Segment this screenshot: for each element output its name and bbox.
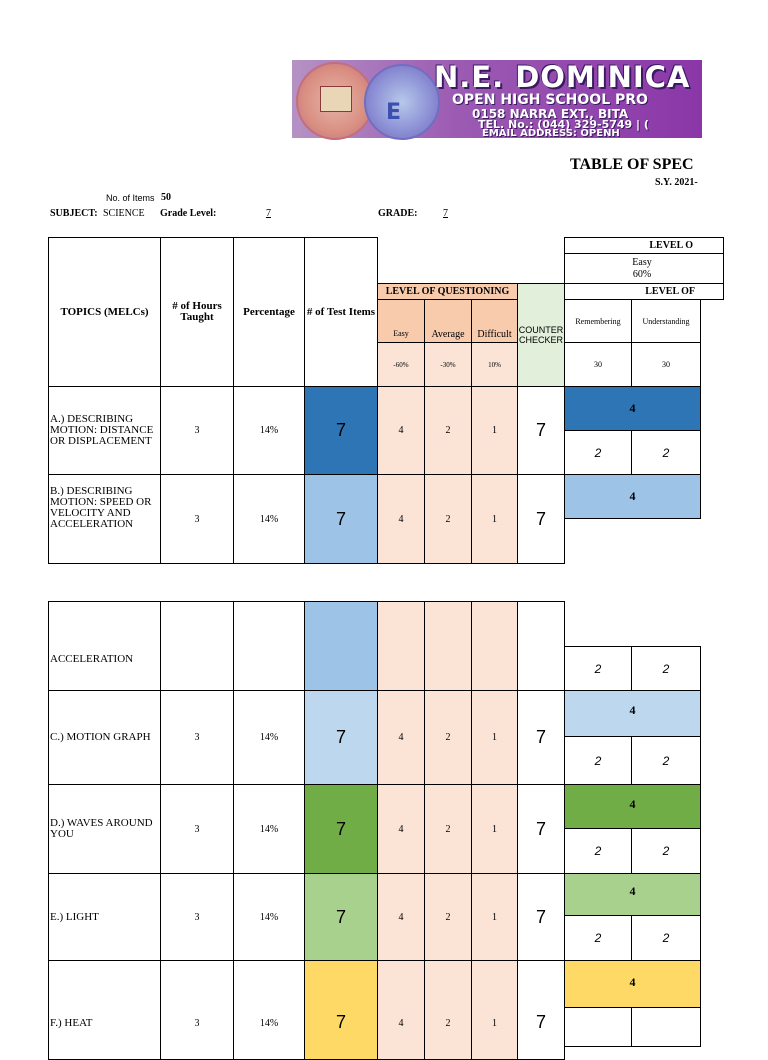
row-c-average: 2 — [424, 690, 472, 785]
row-b-easy-continued — [377, 601, 425, 691]
row-e-average: 2 — [424, 873, 472, 961]
row-d-difficult: 1 — [471, 784, 518, 874]
row-f-test-items: 7 — [304, 960, 378, 1060]
row-a-easy-total: 4 — [564, 386, 701, 431]
subject-label: SUBJECT: — [50, 208, 98, 219]
banner-email: EMAIL ADDRESS: OPENH — [482, 128, 620, 139]
row-f-topic: F.) HEAT — [48, 960, 161, 1060]
school-year: S.Y. 2021- — [655, 177, 698, 188]
row-a-difficult: 1 — [471, 386, 518, 475]
header-understanding: Understanding — [631, 299, 701, 343]
header-level-right-second: LEVEL OF — [564, 283, 724, 300]
row-c-difficult: 1 — [471, 690, 518, 785]
row-e-understanding: 2 — [631, 915, 701, 961]
items-label: No. of Items — [106, 193, 155, 203]
row-b-test-items-continued — [304, 601, 378, 691]
row-e-difficult: 1 — [471, 873, 518, 961]
header-hours: # of Hours Taught — [160, 237, 234, 387]
row-c-easy: 4 — [377, 690, 425, 785]
grade-label: GRADE: — [378, 208, 418, 219]
row-d-topic: D.) WAVES AROUND YOU — [48, 784, 161, 874]
header-difficult-percent: 10% — [471, 342, 518, 387]
row-a-topic: A.) DESCRIBING MOTION: DISTANCE OR DISPLACEMENT — [48, 386, 161, 475]
row-c-hours: 3 — [160, 690, 234, 785]
row-b-average-continued — [424, 601, 472, 691]
row-a-easy: 4 — [377, 386, 425, 475]
row-c-topic: C.) MOTION GRAPH — [48, 690, 161, 785]
row-d-average: 2 — [424, 784, 472, 874]
row-b-topic-tail: ACCELERATION — [50, 653, 134, 665]
row-d-understanding: 2 — [631, 828, 701, 874]
header-percentage: Percentage — [233, 237, 305, 387]
school-banner — [292, 60, 702, 138]
header-counter-checker: COUNTER CHECKER — [517, 283, 565, 387]
row-f-hours: 3 — [160, 960, 234, 1060]
row-f-counter-checker: 7 — [517, 960, 565, 1060]
header-easy-right-percent: 60% — [632, 268, 652, 280]
row-e-counter-checker: 7 — [517, 873, 565, 961]
document-title: TABLE OF SPEC — [570, 156, 694, 173]
row-e-test-items: 7 — [304, 873, 378, 961]
header-level-of-questioning: LEVEL OF QUESTIONING — [377, 283, 518, 300]
grade-value: 7 — [443, 208, 448, 219]
row-a-average: 2 — [424, 386, 472, 475]
row-c-understanding: 2 — [631, 736, 701, 785]
row-c-easy-total: 4 — [564, 690, 701, 737]
page-fragment-bottom — [0, 645, 768, 1032]
row-f-understanding — [631, 1007, 701, 1047]
row-d-counter-checker: 7 — [517, 784, 565, 874]
banner-phone: TEL. No.: (044) 329-5749 | ( — [478, 118, 649, 131]
header-average-percent: -30% — [424, 342, 472, 387]
school-logo-icon: E — [364, 64, 440, 140]
row-c-remembering: 2 — [564, 736, 632, 785]
row-b-average: 2 — [424, 474, 472, 564]
row-b-counter-checker-continued — [517, 601, 565, 691]
row-e-easy: 4 — [377, 873, 425, 961]
row-e-easy-total: 4 — [564, 873, 701, 916]
header-understanding-value: 30 — [631, 342, 701, 387]
row-a-understanding: 2 — [631, 430, 701, 475]
row-f-easy: 4 — [377, 960, 425, 1060]
row-b-test-items: 7 — [304, 474, 378, 564]
subject-value: SCIENCE — [103, 208, 145, 219]
row-f-remembering — [564, 1007, 632, 1047]
header-difficult: Difficult — [471, 299, 518, 343]
row-f-easy-total: 4 — [564, 960, 701, 1008]
header-level-right-top: LEVEL O — [564, 237, 724, 254]
row-f-difficult: 1 — [471, 960, 518, 1060]
banner-address: 0158 NARRA EXT., BITA — [472, 107, 629, 121]
grade-level-value: 7 — [266, 208, 271, 219]
row-f-average: 2 — [424, 960, 472, 1060]
row-a-test-items: 7 — [304, 386, 378, 475]
row-b-difficult-continued — [471, 601, 518, 691]
row-d-easy: 4 — [377, 784, 425, 874]
row-b-topic-continued — [48, 601, 161, 691]
row-b-understanding: 2 — [631, 646, 701, 691]
row-a-remembering: 2 — [564, 430, 632, 475]
row-d-percentage: 14% — [233, 784, 305, 874]
row-e-hours: 3 — [160, 873, 234, 961]
header-average: Average — [424, 299, 472, 343]
row-b-percentage: 14% — [233, 474, 305, 564]
header-easy-percent: -60% — [377, 342, 425, 387]
row-b-remembering: 2 — [564, 646, 632, 691]
header-remembering-value: 30 — [564, 342, 632, 387]
row-f-percentage: 14% — [233, 960, 305, 1060]
header-easy-right-cell — [564, 253, 724, 284]
row-a-hours: 3 — [160, 386, 234, 475]
header-easy: Easy — [377, 299, 425, 343]
row-e-percentage: 14% — [233, 873, 305, 961]
row-d-hours: 3 — [160, 784, 234, 874]
academy-seal-icon — [296, 62, 374, 140]
row-b-hours: 3 — [160, 474, 234, 564]
banner-program: OPEN HIGH SCHOOL PRO — [452, 92, 648, 108]
row-a-counter-checker: 7 — [517, 386, 565, 475]
row-b-difficult: 1 — [471, 474, 518, 564]
row-b-counter-checker: 7 — [517, 474, 565, 564]
row-a-percentage: 14% — [233, 386, 305, 475]
items-value: 50 — [161, 192, 171, 203]
row-e-topic: E.) LIGHT — [48, 873, 161, 961]
row-d-remembering: 2 — [564, 828, 632, 874]
row-b-easy: 4 — [377, 474, 425, 564]
header-topics: TOPICS (MELCs) — [48, 237, 161, 387]
row-e-remembering: 2 — [564, 915, 632, 961]
header-remembering: Remembering — [564, 299, 632, 343]
row-c-percentage: 14% — [233, 690, 305, 785]
row-c-test-items: 7 — [304, 690, 378, 785]
grade-level-label: Grade Level: — [160, 208, 217, 219]
header-easy-right: Easy — [632, 256, 652, 268]
row-c-counter-checker: 7 — [517, 690, 565, 785]
banner-school-name: N.E. DOMINICA — [434, 60, 691, 94]
row-b-hours-continued — [160, 601, 234, 691]
row-b-easy-total: 4 — [564, 474, 701, 519]
row-d-test-items: 7 — [304, 784, 378, 874]
row-b-topic: B.) DESCRIBING MOTION: SPEED OR VELOCITY AND ACCELERATION — [48, 474, 161, 564]
row-d-easy-total: 4 — [564, 784, 701, 829]
header-test-items: # of Test Items — [304, 237, 378, 387]
row-b-percentage-continued — [233, 601, 305, 691]
